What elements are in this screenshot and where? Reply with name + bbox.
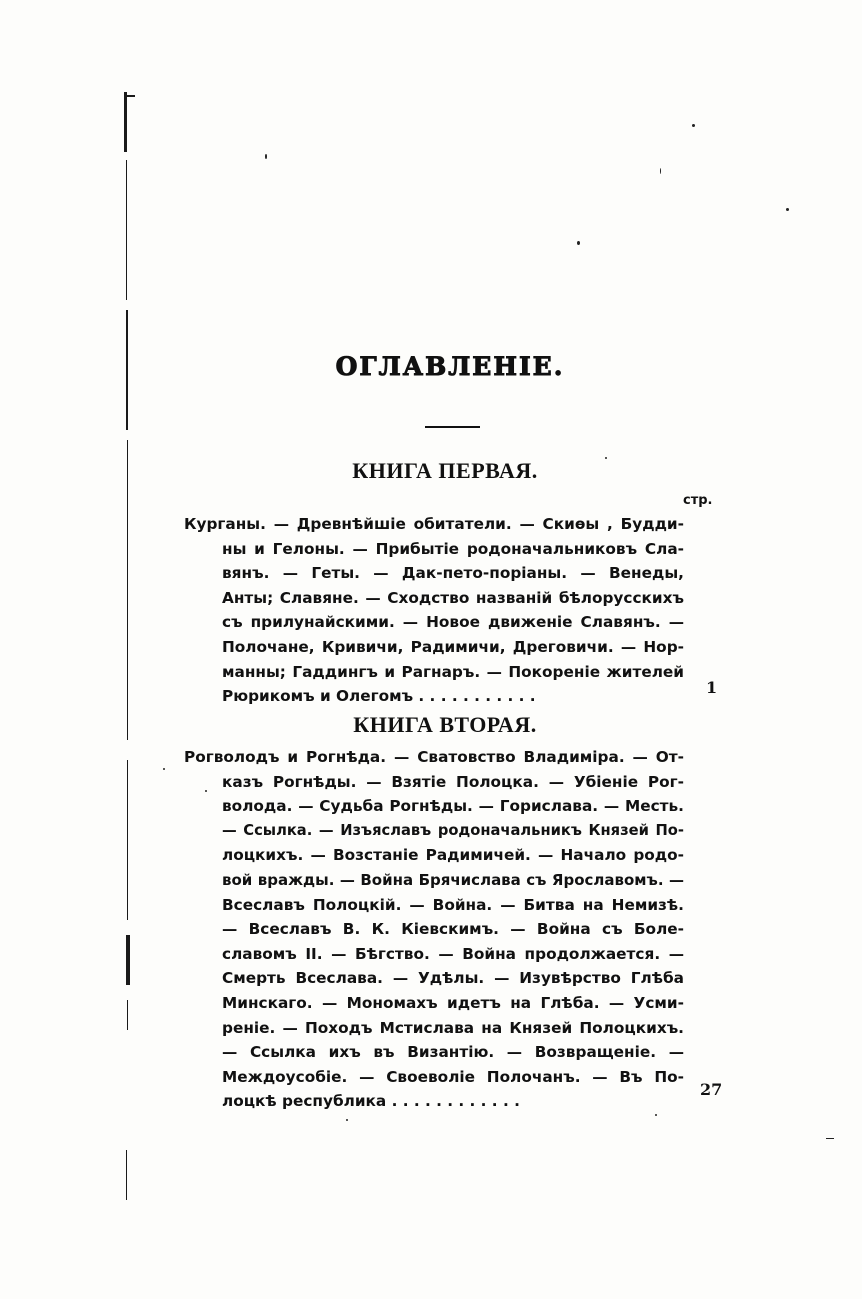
binding-edge-mark	[126, 935, 130, 985]
paper-speck	[655, 1114, 657, 1116]
toc-title: ОГЛАВЛЕНІЕ.	[335, 352, 565, 381]
entry-line: Курганы. — Древнѣйшіе обитатели. — Скиѳы , Будди-	[184, 515, 684, 533]
entry-line: казъ Рогнѣды. — Взятіе Полоцка. — Убіеніе Рог-	[222, 772, 684, 791]
binding-edge-mark	[126, 1150, 127, 1200]
book-heading-2: КНИГА ВТОРАЯ.	[353, 712, 537, 737]
paper-speck	[826, 1138, 834, 1139]
entry-line: лоцкѣ республика . . . . . . . . . . . .	[222, 1092, 520, 1111]
binding-edge-mark	[127, 440, 128, 740]
entry-line: Минскаго. — Мономахъ идетъ на Глѣба. — Усми-	[222, 993, 684, 1012]
entry-line: реніе. — Походъ Мстислава на Князей Полоцкихъ.	[222, 1018, 684, 1037]
book-heading-1: КНИГА ПЕРВАЯ.	[352, 458, 538, 483]
toc-entry-book-2	[184, 745, 684, 1114]
paper-speck	[786, 208, 789, 211]
paper-speck	[346, 1119, 348, 1121]
paper-speck	[265, 154, 267, 159]
page-number: 1	[706, 678, 718, 697]
entry-line: — Ссылка ихъ въ Византію. — Возвращеніе. —	[222, 1043, 684, 1062]
binding-edge-mark	[125, 95, 135, 97]
entry-line: — Всеславъ В. К. Кіевскимъ. — Война съ Боле-	[222, 920, 684, 939]
binding-edge-mark	[127, 1000, 128, 1030]
entry-line: Рюрикомъ и Олегомъ . . . . . . . . . . .	[222, 687, 536, 706]
paper-speck	[163, 768, 165, 770]
entry-line: Всеславъ Полоцкій. — Война. — Битва на Немизѣ.	[222, 895, 684, 914]
page-number: 27	[700, 1080, 723, 1099]
entry-line: — Ссылка. — Изъяславъ родоначальникъ Князей По-	[222, 821, 684, 839]
binding-edge-mark	[127, 760, 128, 920]
entry-line: вянъ. — Геты. — Дак-пето-поріаны. — Венеды,	[222, 564, 684, 583]
entry-line: Полочане, Кривичи, Радимичи, Дреговичи. — Нор-	[222, 637, 684, 656]
paper-speck	[660, 168, 661, 174]
toc-entry-book-1	[184, 512, 684, 709]
binding-edge-mark	[126, 160, 127, 300]
entry-line: съ прилунайскими. — Новое движеніе Славянъ. —	[222, 613, 684, 632]
entry-line: ны и Гелоны. — Прибытіе родоначальниковъ Сла-	[222, 539, 684, 558]
entry-line: манны; Гаддингъ и Рагнаръ. — Покореніе жителей	[222, 662, 684, 681]
title-rule	[425, 426, 480, 428]
entry-line: Анты; Славяне. — Сходство названій бѣлорусскихъ	[222, 588, 684, 607]
entry-line: волода. — Судьба Рогнѣды. — Горислава. — Месть.	[222, 797, 684, 816]
paper-speck	[692, 124, 695, 127]
paper-speck	[577, 241, 580, 245]
entry-line: вой вражды. — Война Брячислава съ Ярославомъ. —	[222, 870, 684, 889]
binding-edge-mark	[124, 92, 127, 152]
entry-line: славомъ II. — Бѣгство. — Война продолжается. —	[222, 944, 684, 963]
entry-line: Междоусобіе. — Своеволіе Полочанъ. — Въ По-	[222, 1067, 684, 1086]
page-column-label: стр.	[683, 493, 713, 508]
entry-line: Смерть Всеслава. — Удѣлы. — Изувѣрство Глѣба	[222, 969, 684, 988]
entry-line: Рогволодъ и Рогнѣда. — Сватовство Владиміра. — От-	[184, 748, 684, 766]
binding-edge-mark	[126, 310, 128, 430]
entry-line: лоцкихъ. — Возстаніе Радимичей. — Начало родо-	[222, 846, 684, 865]
